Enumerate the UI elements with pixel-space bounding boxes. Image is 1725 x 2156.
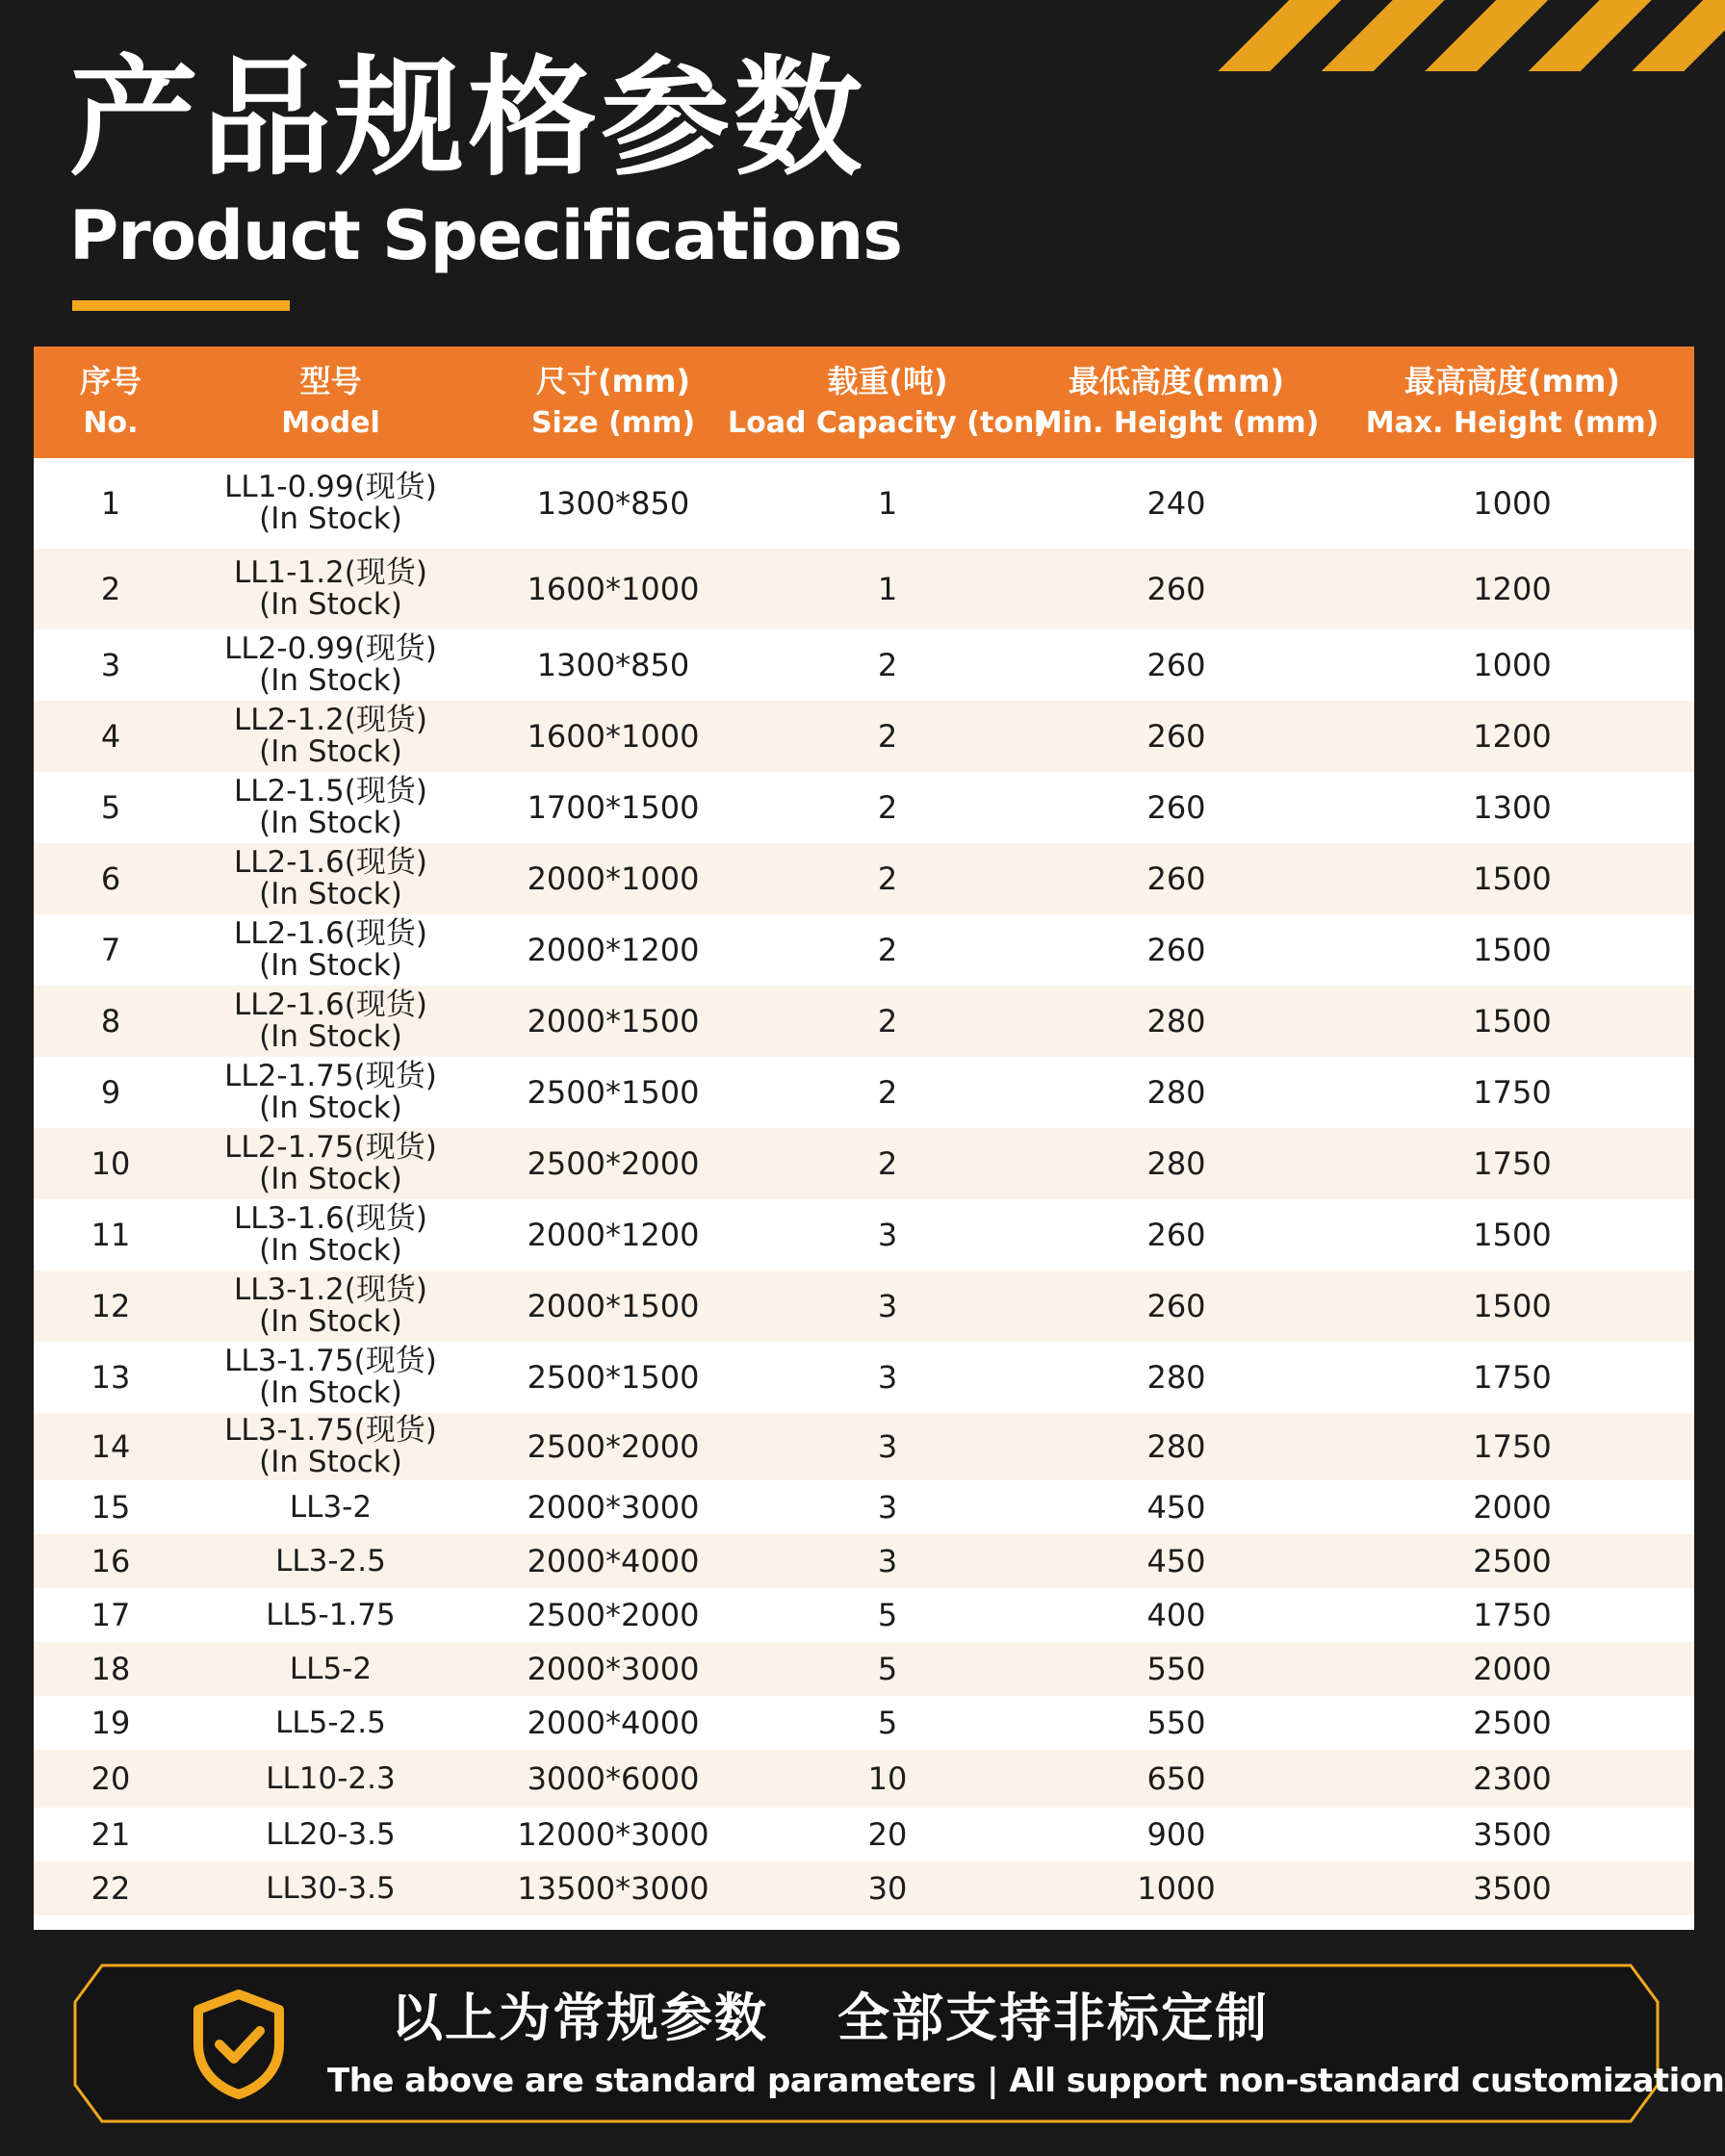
cell-size: 2000*1200 (527, 1217, 700, 1253)
model-name: LL2-0.99(现货) (224, 631, 437, 666)
cell-size: 2500*1500 (527, 1074, 700, 1111)
model-name: LL2-1.6(现货) (234, 988, 427, 1022)
stock-status: (In Stock) (259, 1445, 402, 1479)
cell-max: 2300 (1473, 1760, 1552, 1797)
stock-status: (In Stock) (259, 734, 402, 769)
cell-min: 280 (1146, 1359, 1206, 1396)
cell-no: 17 (90, 1597, 131, 1633)
cell-size: 1600*1000 (527, 571, 700, 607)
model-name: LL2-1.75(现货) (224, 1059, 437, 1093)
column-header-min-height (1022, 346, 1330, 458)
cell-min: 260 (1146, 647, 1206, 683)
cell-load: 3 (877, 1489, 898, 1526)
cell-min: 260 (1146, 571, 1206, 607)
table-row (34, 1413, 1694, 1480)
model-name: LL5-2 (289, 1651, 373, 1686)
cell-min: 1000 (1137, 1870, 1216, 1907)
page-title-cn: 产品规格参数 (69, 43, 867, 193)
stock-status: (In Stock) (259, 1233, 402, 1268)
cell-size: 1300*850 (536, 647, 690, 683)
cell-no: 1 (100, 485, 121, 522)
column-header-no (34, 346, 188, 458)
cell-max: 1750 (1473, 1428, 1552, 1465)
column-header-en: Size (mm) (530, 406, 696, 440)
cell-no: 4 (100, 718, 121, 755)
cell-no: 6 (100, 860, 121, 897)
cell-size: 3000*6000 (527, 1760, 700, 1797)
cell-load: 5 (877, 1597, 898, 1633)
table-row (34, 772, 1694, 843)
cell-max: 1750 (1473, 1145, 1552, 1182)
cell-max: 1750 (1473, 1074, 1552, 1111)
cell-min: 260 (1146, 789, 1206, 826)
cell-load: 10 (867, 1760, 908, 1797)
cell-max: 3500 (1473, 1870, 1552, 1907)
model-name: LL2-1.5(现货) (234, 774, 427, 808)
cell-min: 280 (1146, 1145, 1206, 1182)
footer-banner (73, 1964, 1725, 2123)
cell-min: 280 (1146, 1003, 1206, 1040)
model-name: LL5-2.5 (275, 1705, 386, 1740)
model-name: LL3-1.75(现货) (224, 1344, 437, 1378)
hazard-stripes (1186, 0, 1725, 71)
cell-no: 3 (100, 647, 121, 683)
column-header-load (728, 346, 1048, 458)
column-header-cn: 尺寸(mm) (536, 363, 690, 399)
cell-min: 240 (1146, 485, 1206, 522)
cell-model (188, 1270, 474, 1342)
cell-no: 9 (100, 1074, 121, 1111)
table-row (34, 629, 1694, 701)
spec-table (34, 346, 1694, 1930)
model-name: LL30-3.5 (266, 1870, 396, 1906)
cell-size: 2000*4000 (527, 1705, 700, 1741)
cell-model (188, 549, 474, 629)
model-name: LL10-2.3 (266, 1760, 396, 1796)
table-row (34, 1057, 1694, 1128)
cell-size: 2500*2000 (527, 1145, 700, 1182)
cell-model (188, 1413, 474, 1480)
table-row (34, 986, 1694, 1057)
cell-max: 1300 (1473, 789, 1552, 826)
model-name: LL3-1.75(现货) (224, 1413, 437, 1448)
cell-size: 2000*1500 (527, 1288, 700, 1324)
cell-load: 1 (877, 485, 898, 522)
cell-size: 2500*2000 (527, 1597, 700, 1633)
cell-load: 2 (877, 1145, 898, 1182)
cell-no: 20 (90, 1760, 131, 1797)
cell-model (188, 1642, 474, 1696)
cell-load: 30 (867, 1870, 908, 1907)
cell-max: 2500 (1473, 1543, 1552, 1579)
cell-model (188, 701, 474, 772)
column-header-model (188, 346, 474, 458)
table-header (34, 346, 1694, 458)
model-name: LL3-1.6(现货) (234, 1201, 427, 1236)
cell-load: 2 (877, 647, 898, 683)
column-header-en: No. (83, 406, 139, 440)
stock-status: (In Stock) (259, 948, 402, 983)
cell-min: 260 (1146, 718, 1206, 755)
table-row (34, 843, 1694, 914)
cell-max: 1200 (1473, 571, 1552, 607)
cell-load: 3 (877, 1543, 898, 1579)
cell-load: 3 (877, 1359, 898, 1396)
model-name: LL20-3.5 (266, 1816, 396, 1852)
cell-model (188, 1696, 474, 1750)
table-body (34, 458, 1694, 1915)
cell-no: 19 (90, 1705, 131, 1741)
cell-model (188, 458, 474, 549)
cell-size: 2500*2000 (527, 1428, 700, 1465)
cell-min: 650 (1146, 1760, 1206, 1797)
column-header-size (474, 346, 753, 458)
cell-max: 1500 (1473, 1003, 1552, 1040)
footer-title-cn (391, 1985, 1269, 2052)
cell-max: 3500 (1473, 1816, 1552, 1853)
cell-no: 11 (90, 1217, 131, 1253)
cell-no: 10 (90, 1145, 131, 1182)
table-row (34, 1342, 1694, 1413)
model-name: LL2-1.6(现货) (234, 845, 427, 880)
table-row (34, 1480, 1694, 1534)
cell-max: 1000 (1473, 485, 1552, 522)
cell-min: 400 (1146, 1597, 1206, 1633)
cell-min: 280 (1146, 1428, 1206, 1465)
cell-size: 12000*3000 (517, 1816, 709, 1853)
table-row (34, 1588, 1694, 1642)
cell-load: 20 (867, 1816, 908, 1853)
model-name: LL1-0.99(现货) (224, 470, 437, 504)
cell-max: 2000 (1473, 1489, 1552, 1526)
table-row (34, 1808, 1694, 1861)
cell-min: 280 (1146, 1074, 1206, 1111)
cell-max: 1500 (1473, 860, 1552, 897)
cell-no: 5 (100, 789, 121, 826)
cell-max: 2500 (1473, 1705, 1552, 1741)
cell-model (188, 1128, 474, 1199)
table-row (34, 1534, 1694, 1588)
cell-load: 5 (877, 1651, 898, 1687)
stock-status: (In Stock) (259, 1375, 402, 1410)
table-row (34, 701, 1694, 772)
cell-load: 2 (877, 1003, 898, 1040)
cell-model (188, 1342, 474, 1413)
cell-model (188, 1534, 474, 1588)
cell-load: 5 (877, 1705, 898, 1741)
cell-min: 260 (1146, 860, 1206, 897)
cell-no: 16 (90, 1543, 131, 1579)
column-header-cn: 最低高度(mm) (1068, 363, 1284, 399)
column-header-max-height (1330, 346, 1694, 458)
cell-no: 12 (90, 1288, 131, 1324)
cell-load: 3 (877, 1428, 898, 1465)
stock-status: (In Stock) (259, 587, 402, 622)
cell-min: 550 (1146, 1651, 1206, 1687)
cell-min: 260 (1146, 932, 1206, 968)
cell-model (188, 1480, 474, 1534)
model-name: LL2-1.75(现货) (224, 1130, 437, 1165)
table-row (34, 1128, 1694, 1199)
footer-subtitle-en: The above are standard parameters | All support non-standard customization (327, 2062, 1725, 2100)
cell-max: 1500 (1473, 932, 1552, 968)
table-row (34, 549, 1694, 629)
table-row (34, 1199, 1694, 1270)
cell-load: 2 (877, 932, 898, 968)
cell-no: 15 (90, 1489, 131, 1526)
model-name: LL3-1.2(现货) (234, 1272, 427, 1307)
footer-title-cn-part1: 以上为常规参数 (391, 1988, 768, 2048)
model-name: LL1-1.2(现货) (234, 555, 427, 590)
model-name: LL2-1.6(现货) (234, 916, 427, 951)
cell-model (188, 629, 474, 701)
cell-max: 1200 (1473, 718, 1552, 755)
cell-max: 1750 (1473, 1597, 1552, 1633)
model-name: LL3-2.5 (275, 1543, 386, 1578)
page-title-en: Product Specifications (69, 196, 902, 275)
cell-size: 2000*4000 (527, 1543, 700, 1579)
cell-size: 2000*1200 (527, 932, 700, 968)
cell-min: 260 (1146, 1217, 1206, 1253)
column-header-cn: 载重(吨) (827, 363, 948, 399)
cell-model (188, 772, 474, 843)
table-row (34, 1750, 1694, 1808)
cell-size: 2000*1500 (527, 1003, 700, 1040)
column-header-cn: 最高高度(mm) (1404, 363, 1620, 399)
table-row (34, 1270, 1694, 1342)
cell-max: 1500 (1473, 1288, 1552, 1324)
stock-status: (In Stock) (259, 877, 402, 911)
column-header-en: Min. Height (mm) (1033, 406, 1320, 440)
shield-check-icon (187, 1989, 291, 2100)
cell-no: 2 (100, 571, 121, 607)
cell-size: 2500*1500 (527, 1359, 700, 1396)
cell-min: 450 (1146, 1543, 1206, 1579)
cell-model (188, 1808, 474, 1861)
cell-no: 21 (90, 1816, 131, 1853)
stock-status: (In Stock) (259, 663, 402, 698)
cell-max: 1500 (1473, 1217, 1552, 1253)
cell-min: 900 (1146, 1816, 1206, 1853)
cell-max: 1750 (1473, 1359, 1552, 1396)
table-row (34, 914, 1694, 986)
cell-load: 3 (877, 1217, 898, 1253)
cell-size: 2000*3000 (527, 1489, 700, 1526)
stock-status: (In Stock) (259, 1091, 402, 1125)
table-row (34, 458, 1694, 549)
cell-load: 2 (877, 789, 898, 826)
cell-no: 7 (100, 932, 121, 968)
column-header-en: Max. Height (mm) (1365, 406, 1660, 440)
cell-no: 14 (90, 1428, 131, 1465)
cell-model (188, 1588, 474, 1642)
cell-max: 1000 (1473, 647, 1552, 683)
cell-load: 2 (877, 718, 898, 755)
column-header-en: Load Capacity (ton) (728, 406, 1048, 440)
cell-size: 2000*3000 (527, 1651, 700, 1687)
cell-model (188, 1861, 474, 1915)
cell-model (188, 986, 474, 1057)
cell-size: 1700*1500 (527, 789, 700, 826)
cell-model (188, 843, 474, 914)
model-name: LL3-2 (289, 1489, 373, 1525)
column-header-cn: 型号 (299, 363, 362, 399)
cell-size: 1300*850 (536, 485, 690, 522)
cell-size: 1600*1000 (527, 718, 700, 755)
cell-no: 13 (90, 1359, 131, 1396)
title-underline (72, 300, 290, 311)
cell-no: 8 (100, 1003, 121, 1040)
stock-status: (In Stock) (259, 1162, 402, 1196)
cell-min: 450 (1146, 1489, 1206, 1526)
cell-size: 2000*1000 (527, 860, 700, 897)
cell-no: 18 (90, 1651, 131, 1687)
cell-max: 2000 (1473, 1651, 1552, 1687)
column-header-en: Model (281, 406, 380, 440)
table-row (34, 1642, 1694, 1696)
table-row (34, 1696, 1694, 1750)
cell-load: 2 (877, 1074, 898, 1111)
cell-model (188, 1199, 474, 1270)
cell-load: 2 (877, 860, 898, 897)
cell-size: 13500*3000 (517, 1870, 709, 1907)
stock-status: (In Stock) (259, 806, 402, 840)
stock-status: (In Stock) (259, 1019, 402, 1054)
model-name: LL5-1.75 (266, 1597, 396, 1632)
stock-status: (In Stock) (259, 1304, 402, 1339)
cell-load: 1 (877, 571, 898, 607)
table-row (34, 1861, 1694, 1915)
footer-title-cn-part2: 全部支持非标定制 (837, 1988, 1269, 2048)
cell-min: 260 (1146, 1288, 1206, 1324)
cell-model (188, 1750, 474, 1808)
cell-model (188, 914, 474, 986)
model-name: LL2-1.2(现货) (234, 703, 427, 737)
column-header-cn: 序号 (79, 363, 142, 399)
cell-load: 3 (877, 1288, 898, 1324)
cell-model (188, 1057, 474, 1128)
cell-no: 22 (90, 1870, 131, 1907)
cell-min: 550 (1146, 1705, 1206, 1741)
stock-status: (In Stock) (259, 501, 402, 536)
